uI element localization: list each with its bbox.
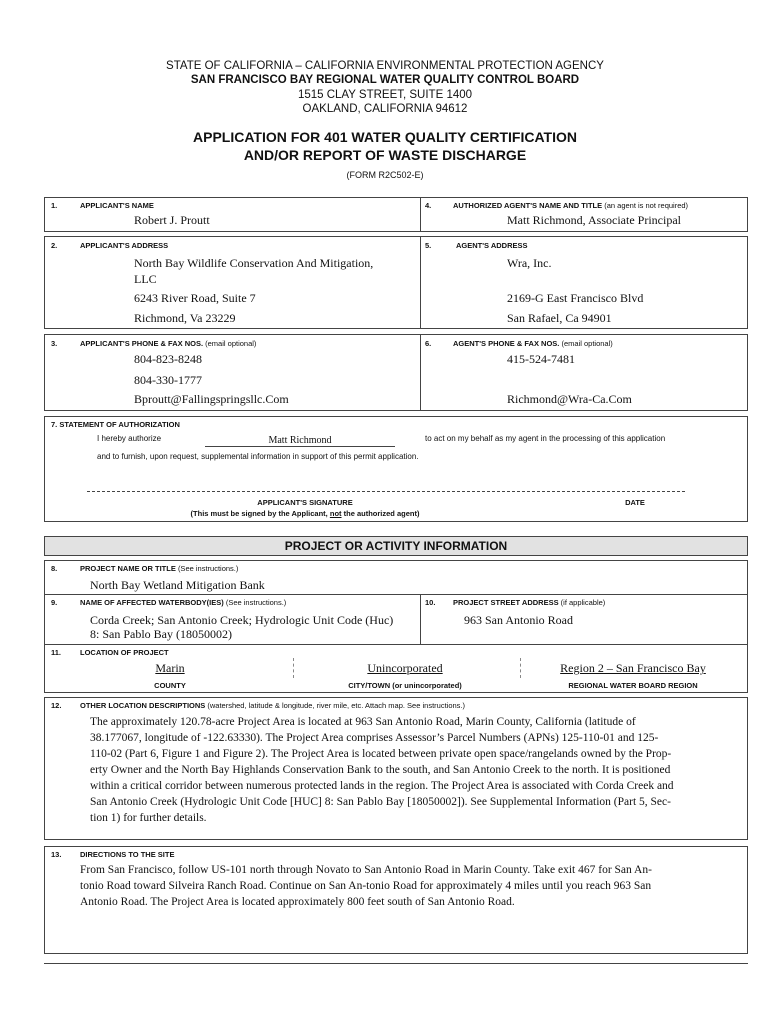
directions-text[interactable]: From San Francisco, follow US-101 north through Novato to San Antonio Road in Marin County. Take exit 467 for San An- tonio Road toward Silveira Ranch Road. Continue on San An-tonio Road for approximately 4 miles until you reach 963 San Antonio Road. The Project Area is located approximately 800 feet south of San Antonio Road. <box>80 864 652 908</box>
project-name-label: PROJECT NAME OR TITLE (See instructions.) <box>80 564 239 573</box>
board-city: OAKLAND, CALIFORNIA 94612 <box>302 103 468 115</box>
agent-phone-label: AGENT'S PHONE & FAX NOS. (email optional) <box>453 339 613 348</box>
agent-name-value[interactable]: Matt Richmond, Associate Principal <box>507 213 681 227</box>
city-value[interactable]: Unincorporated <box>367 661 443 675</box>
applicant-email-value[interactable]: Bproutt@Fallingspringsllc.Com <box>134 392 289 406</box>
city-label: CITY/TOWN (or unincorporated) <box>348 681 462 690</box>
county-label: COUNTY <box>154 681 186 690</box>
applicant-phone-label: APPLICANT'S PHONE & FAX NOS. (email optional) <box>80 339 257 348</box>
signature-line[interactable] <box>87 491 685 492</box>
signature-note: (This must be signed by the Applicant, not the authorized agent) <box>190 509 420 518</box>
agent-email-value[interactable]: Richmond@Wra-Ca.Com <box>507 392 632 406</box>
region-value[interactable]: Region 2 – San Francisco Bay <box>560 661 706 675</box>
applicant-address-line2[interactable]: LLC <box>134 272 157 286</box>
waterbody-line1[interactable]: Corda Creek; San Antonio Creek; Hydrologic Unit Code (Huc) <box>90 613 394 627</box>
applicant-address-line1[interactable]: North Bay Wildlife Conservation And Mitigation, <box>134 256 374 270</box>
field-13-number: 13. <box>51 850 62 859</box>
furnish-info-text: and to furnish, upon request, supplemental information in support of this permit application. <box>97 452 419 461</box>
applicant-name-value[interactable]: Robert J. Proutt <box>134 213 210 227</box>
field-10-number: 10. <box>425 598 436 607</box>
field-5-number: 5. <box>425 241 432 250</box>
region-label: REGIONAL WATER BOARD REGION <box>568 681 698 690</box>
form-number: (FORM R2C502-E) <box>346 170 424 180</box>
agent-name-label: AUTHORIZED AGENT'S NAME AND TITLE (an agent is not required) <box>453 201 689 210</box>
agent-address-label: AGENT'S ADDRESS <box>456 241 528 250</box>
agent-phone-value[interactable]: 415-524-7481 <box>507 352 575 366</box>
field-4-number: 4. <box>425 201 432 210</box>
footer-rule <box>44 963 748 964</box>
form-title-line2: AND/OR REPORT OF WASTE DISCHARGE <box>243 147 527 163</box>
street-address-value[interactable]: 963 San Antonio Road <box>464 613 574 627</box>
field-6-number: 6. <box>425 339 432 348</box>
location-descriptions-label: OTHER LOCATION DESCRIPTIONS (watershed, latitude & longitude, river mile, etc. Attach map. See instructions.) <box>80 701 465 710</box>
agent-address-line2[interactable]: 2169-G East Francisco Blvd <box>507 291 644 305</box>
agency-line: STATE OF CALIFORNIA – CALIFORNIA ENVIRONMENTAL PROTECTION AGENCY <box>166 60 604 72</box>
field-11-number: 11. <box>51 648 62 657</box>
act-on-behalf-text: to act on my behalf as my agent in the processing of this application <box>425 434 666 443</box>
waterbody-label: NAME OF AFFECTED WATERBODY(IES) (See instructions.) <box>80 598 287 607</box>
board-name: SAN FRANCISCO BAY REGIONAL WATER QUALITY CONTROL BOARD <box>190 74 580 86</box>
street-address-label: PROJECT STREET ADDRESS (if applicable) <box>453 598 606 607</box>
agent-address-line1[interactable]: Wra, Inc. <box>507 256 552 270</box>
agent-address-line3[interactable]: San Rafael, Ca 94901 <box>507 311 612 325</box>
form-title-line1: APPLICATION FOR 401 WATER QUALITY CERTIFICATION <box>193 129 577 145</box>
applicant-address-line3[interactable]: 6243 River Road, Suite 7 <box>134 291 256 305</box>
section-project-info: PROJECT OR ACTIVITY INFORMATION <box>44 536 748 556</box>
field-1-number: 1. <box>51 201 58 210</box>
directions-label: DIRECTIONS TO THE SITE <box>80 850 175 859</box>
applicant-fax-value[interactable]: 804-330-1777 <box>134 373 202 387</box>
field-9-number: 9. <box>51 598 58 607</box>
board-street: 1515 CLAY STREET, SUITE 1400 <box>297 89 473 101</box>
field-2-number: 2. <box>51 241 58 250</box>
signature-label: APPLICANT'S SIGNATURE <box>257 498 353 507</box>
applicant-address-label: APPLICANT'S ADDRESS <box>80 241 169 250</box>
location-label: LOCATION OF PROJECT <box>80 648 169 657</box>
county-value[interactable]: Marin <box>155 661 185 675</box>
authorized-agent-name[interactable]: Matt Richmond <box>268 435 332 446</box>
authorize-text: I hereby authorize <box>97 434 162 443</box>
applicant-address-line4[interactable]: Richmond, Va 23229 <box>134 311 236 325</box>
waterbody-line2[interactable]: 8: San Pablo Bay (18050002) <box>90 627 232 641</box>
field-8-number: 8. <box>51 564 58 573</box>
field-12-number: 12. <box>51 701 62 710</box>
applicant-name-label: APPLICANT'S NAME <box>80 201 154 210</box>
applicant-phone-value[interactable]: 804-823-8248 <box>134 352 202 366</box>
location-descriptions-text[interactable]: The approximately 120.78-acre Project Area is located at 963 San Antonio Road, Marin County, California (latitude of 38.177067, longitude of -122.63330). The Project Area comprises Assessor’s Parcel Numbers (APNs) 125-110-01 and 125- 110-02 (Part 6, Figure 1 and Figure 2). The Project Area is located between private open space/rangelands owned by the Prop- erty Owner and the North Bay Highlands Conservation Bank to the south, and San Antonio Creek to the north. It is positioned within a critical corridor between numerous protected lands in the region. The Project Area is associated with Corda Creek and San Antonio Creek (Hydrologic Unit Code [HUC] 8: San Pablo Bay [18050002]). See Supplemental Information (Part 5, Sec- tion 1) for further details. <box>90 716 674 824</box>
date-label: DATE <box>625 498 645 507</box>
project-name-value[interactable]: North Bay Wetland Mitigation Bank <box>90 578 265 592</box>
field-3-number: 3. <box>51 339 58 348</box>
authorization-label: 7. STATEMENT OF AUTHORIZATION <box>51 420 180 429</box>
